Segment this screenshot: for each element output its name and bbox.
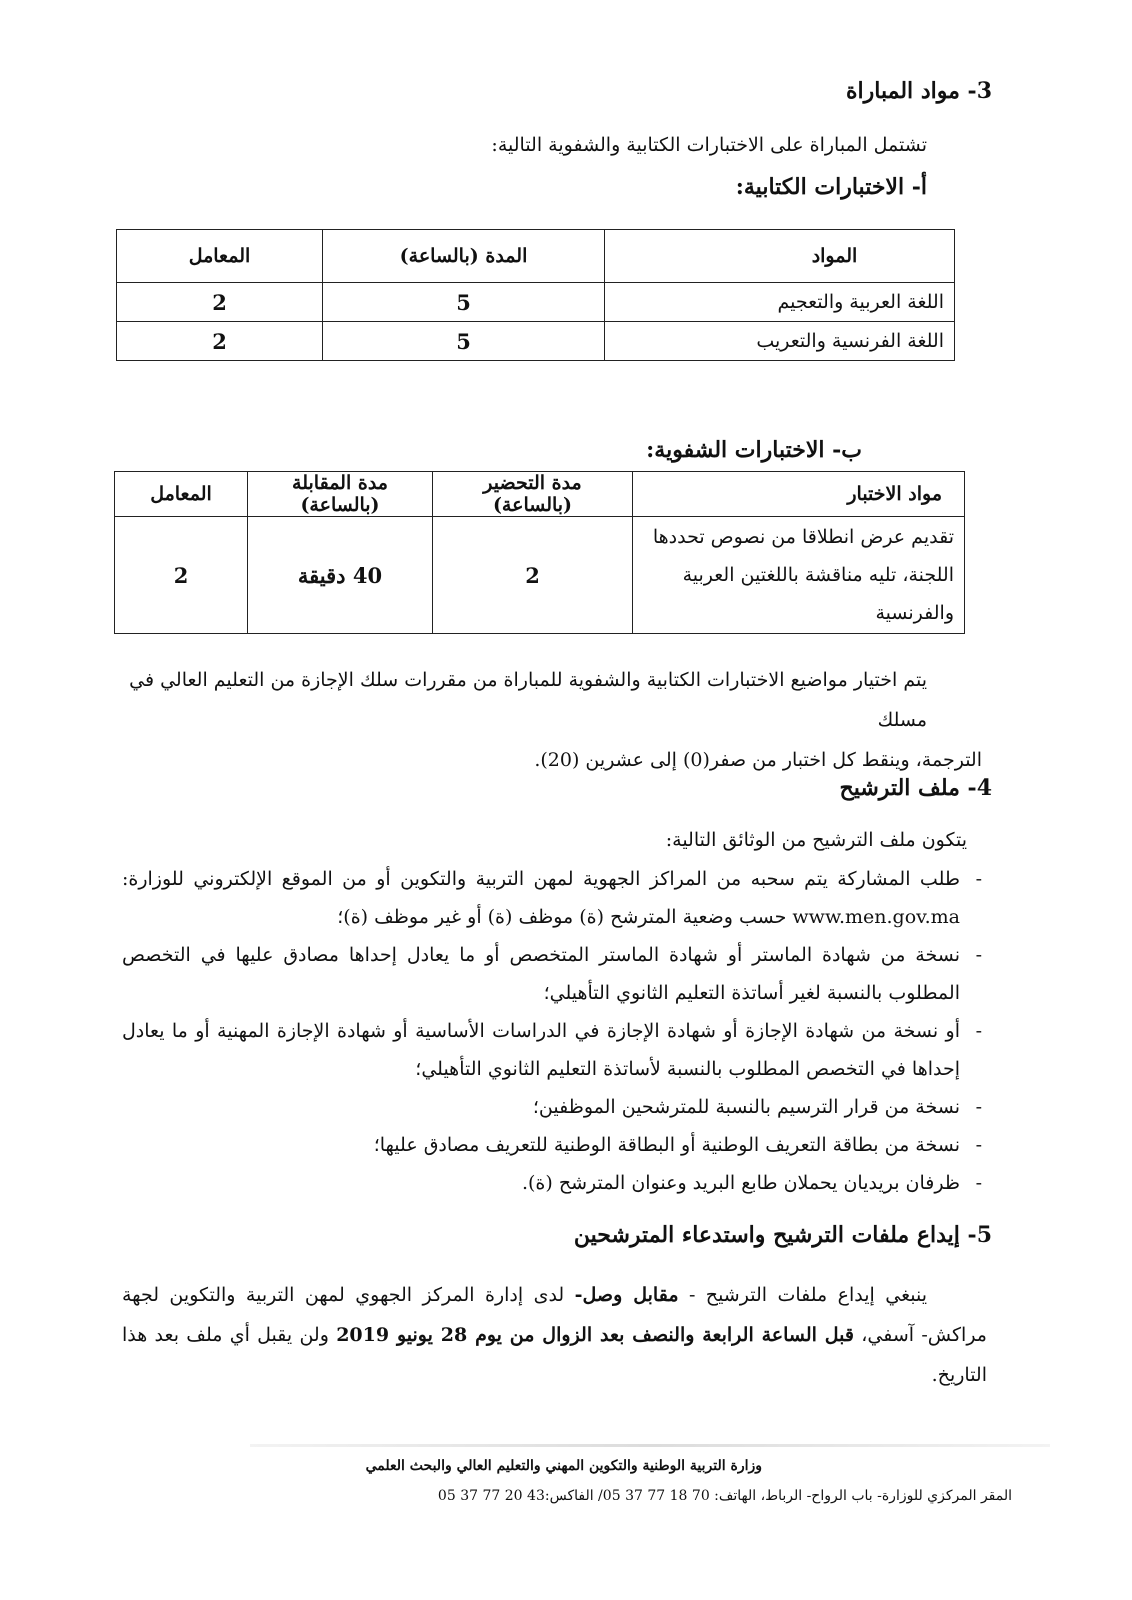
- subject-cell: اللغة الفرنسية والتعريب: [605, 322, 955, 361]
- footer-ministry: وزارة التربية الوطنية والتكوين المهني والتعليم العالي والبحث العلمي: [365, 1458, 762, 1474]
- list-item-text: أو نسخة من شهادة الإجازة أو شهادة الإجازة في الدراسات الأساسية أو شهادة الإجازة المهنية أو ما يعادل إحداها في التخصص المطلوب بالنسبة لأساتذة التعليم الثانوي التأهيلي؛: [122, 1020, 960, 1080]
- duration-cell: 5: [323, 322, 605, 361]
- list-item-text: طلب المشاركة يتم سحبه من المراكز الجهوية لمهن التربية والتكوين أو من الموقع الإلكتروني للوزارة: www.men.gov.ma حسب وضعية المترشح (ة) موظف (ة) أو غير موظف (ة)؛: [122, 868, 960, 928]
- list-dash: -: [975, 1134, 982, 1156]
- description-line: اللجنة، تليه مناقشة باللغتين العربية: [682, 564, 954, 586]
- written-exams-title: أ- الاختبارات الكتابية:: [735, 174, 927, 200]
- table-row: [117, 283, 955, 322]
- list-item-text: نسخة من قرار الترسيم بالنسبة للمترشحين الموظفين؛: [532, 1096, 960, 1118]
- list-dash: -: [975, 1172, 982, 1194]
- deadline-emphasis: قبل الساعة الرابعة والنصف بعد الزوال من يوم 28 يونيو 2019: [336, 1324, 854, 1346]
- header-interview-duration: مدة المقابلة (بالساعة): [248, 472, 433, 517]
- list-item: [122, 1088, 982, 1126]
- table-row: [115, 517, 965, 634]
- description-line: تقديم عرض انطلاقا من نصوص تحددها: [652, 526, 954, 548]
- list-item: [122, 936, 982, 1012]
- header-coefficient: المعامل: [115, 472, 248, 517]
- header-prep-duration: مدة التحضير (بالساعة): [433, 472, 633, 517]
- table-row: [117, 322, 955, 361]
- grading-line: الترجمة، وينقط كل اختبار من صفر(0) إلى عشرين (20).: [534, 749, 982, 771]
- list-dash: -: [975, 1020, 982, 1042]
- table-header-row: [117, 230, 955, 283]
- section-5-title: 5- إيداع ملفات الترشيح واستدعاء المترشحين: [573, 1222, 992, 1248]
- list-item: [122, 1164, 982, 1202]
- oral-exams-table: [114, 471, 965, 634]
- list-item: [122, 860, 982, 936]
- paragraph-text: ينبغي إيداع ملفات الترشيح -: [678, 1284, 927, 1306]
- table-header-row: [115, 472, 965, 517]
- interview-duration-cell: 40 دقيقة: [248, 517, 433, 634]
- header-duration: المدة (بالساعة): [323, 230, 605, 283]
- description-line: والفرنسية: [875, 602, 954, 624]
- written-exams-table: [116, 229, 955, 361]
- grading-paragraph: [122, 660, 982, 780]
- list-item: [122, 1126, 982, 1164]
- duration-cell: 5: [323, 283, 605, 322]
- footer-contact: المقر المركزي للوزارة- باب الرواح- الرباط، الهاتف: 70 18 77 37 05/ الفاكس:43 20 77 37 05: [437, 1488, 1012, 1504]
- exam-description-cell: [633, 517, 965, 634]
- section-4-intro: يتكون ملف الترشيح من الوثائق التالية:: [665, 829, 967, 851]
- section-3-intro: تشتمل المباراة على الاختبارات الكتابية والشفوية التالية:: [491, 134, 927, 156]
- grading-line: يتم اختيار مواضيع الاختبارات الكتابية والشفوية للمباراة من مقررات سلك الإجازة من التعليم العالي في مسلك: [129, 669, 927, 731]
- section-4-title: 4- ملف الترشيح: [839, 775, 992, 801]
- list-dash: -: [975, 1096, 982, 1118]
- subject-cell: اللغة العربية والتعجيم: [605, 283, 955, 322]
- prep-duration-cell: 2: [433, 517, 633, 634]
- list-dash: -: [975, 944, 982, 966]
- oral-exams-title: ب- الاختبارات الشفوية:: [646, 437, 862, 463]
- section-5-paragraph: [122, 1275, 987, 1395]
- receipt-emphasis: مقابل وصل-: [574, 1284, 679, 1306]
- paragraph-text: ولن يقبل أي ملف بعد هذا التاريخ.: [122, 1324, 987, 1386]
- section-3-title: 3- مواد المباراة: [846, 78, 992, 104]
- header-subjects: المواد: [605, 230, 955, 283]
- list-item-text: نسخة من بطاقة التعريف الوطنية أو البطاقة الوطنية للتعريف مصادق عليها؛: [373, 1134, 960, 1156]
- footer-divider: [250, 1444, 1050, 1447]
- paragraph-text: لدى إدارة المركز الجهوي لمهن التربية والتكوين لجهة مراكش- آسفي،: [122, 1284, 987, 1346]
- header-exam-subject: مواد الاختبار: [633, 472, 965, 517]
- header-coefficient: المعامل: [117, 230, 323, 283]
- list-item-text: ظرفان بريديان يحملان طابع البريد وعنوان المترشح (ة).: [521, 1172, 960, 1194]
- coefficient-cell: 2: [115, 517, 248, 634]
- coefficient-cell: 2: [117, 322, 323, 361]
- list-dash: -: [975, 868, 982, 890]
- list-item: [122, 1012, 982, 1088]
- coefficient-cell: 2: [117, 283, 323, 322]
- documents-list: [122, 860, 982, 1202]
- list-item-text: نسخة من شهادة الماستر أو شهادة الماستر المتخصص أو ما يعادل إحداها مصادق عليها في التخصص المطلوب بالنسبة لغير أساتذة التعليم الثانوي التأهيلي؛: [122, 944, 960, 1004]
